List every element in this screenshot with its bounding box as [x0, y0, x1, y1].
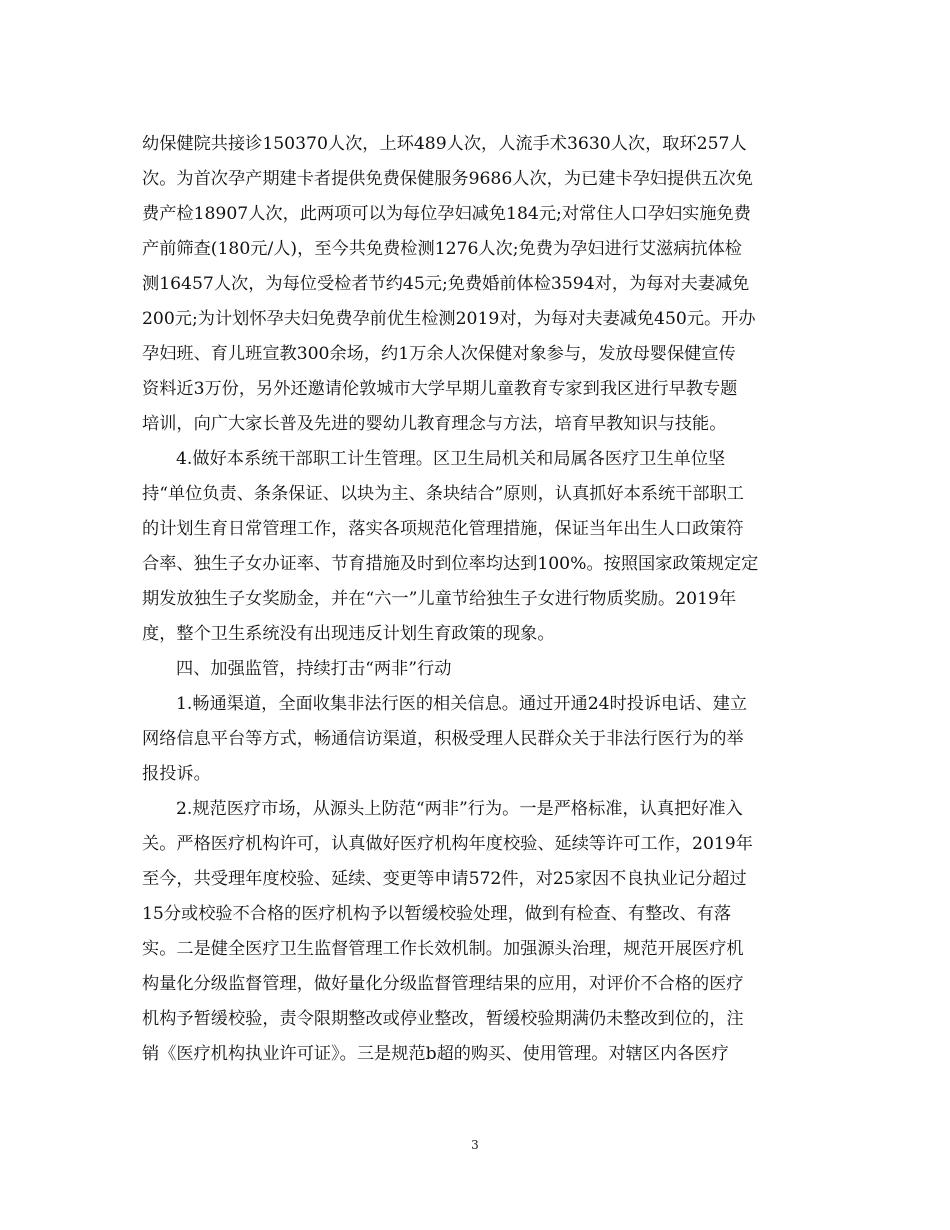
text-line-22: 至今，共受理年度校验、延续、变更等申请572件，对25家因不良执业记分超过	[142, 869, 747, 889]
text-line-23: 15分或校验不合格的医疗机构予以暂缓校验处理，做到有检查、有整改、有落	[142, 904, 732, 924]
text-line-4: 产前筛查(180元/人)，至今共免费检测1276人次;免费为孕妇进行艾滋病抗体检	[142, 239, 742, 259]
document-body	[142, 127, 806, 1072]
text-line-25: 构量化分级监督管理，做好量化分级监督管理结果的应用，对评价不合格的医疗	[142, 974, 744, 994]
text-line-7: 孕妇班、育儿班宣教300余场，约1万余人次保健对象参与，发放母婴保健宣传	[142, 344, 736, 364]
text-line-19: 报投诉。	[142, 764, 211, 784]
text-line-13: 合率、独生子女办证率、节育措施及时到位率均达到100%。按照国家政策规定定	[142, 554, 759, 574]
text-line-26: 机构予暂缓校验，责令限期整改或停业整改，暂缓校验期满仍未整改到位的，注	[142, 1009, 744, 1029]
text-line-27: 销《医疗机构执业许可证》。三是规范b超的购买、使用管理。对辖区内各医疗	[142, 1044, 729, 1064]
text-line-9: 培训，向广大家长普及先进的婴幼儿教育理念与方法，培育早教知识与技能。	[142, 414, 727, 434]
text-line-15: 度，整个卫生系统没有出现违反计划生育政策的现象。	[142, 624, 555, 644]
paragraph-4-start: 4.做好本系统干部职工计生管理。区卫生局机关和局属各医疗卫生单位坚	[176, 449, 726, 469]
text-line-21: 关。严格医疗机构许可，认真做好医疗机构年度校验、延续等许可工作，2019年	[142, 834, 753, 854]
text-line-8: 资料近3万份，另外还邀请伦敦城市大学早期儿童教育专家到我区进行早教专题	[142, 379, 738, 399]
text-line-2: 次。为首次孕产期建卡者提供免费保健服务9686人次，为已建卡孕妇提供五次免	[142, 169, 753, 189]
section-heading-four: 四、加强监管，持续打击“两非”行动	[176, 659, 452, 679]
paragraph-2-start: 2.规范医疗市场，从源头上防范“两非”行为。一是严格标准，认真把好准入	[176, 799, 743, 819]
text-line-18: 网络信息平台等方式，畅通信访渠道，积极受理人民群众关于非法行医行为的举	[142, 729, 744, 749]
text-line-14: 期发放独生子女奖励金，并在“六一”儿童节给独生子女进行物质奖励。2019年	[142, 589, 737, 609]
text-line-24: 实。二是健全医疗卫生监督管理工作长效机制。加强源头治理，规范开展医疗机	[142, 939, 744, 959]
text-line-1: 幼保健院共接诊150370人次，上环489人次，人流手术3630人次，取环257人	[142, 134, 747, 154]
text-line-5: 测16457人次，为每位受检者节约45元;免费婚前体检3594对，为每对夫妻减免	[142, 274, 750, 294]
text-line-3: 费产检18907人次，此两项可以为每位孕妇减免184元;对常住人口孕妇实施免费	[142, 204, 751, 224]
text-line-11: 持“单位负责、条条保证、以块为主、条块结合”原则，认真抓好本系统干部职工	[142, 484, 744, 504]
paragraph-1-start: 1.畅通渠道，全面收集非法行医的相关信息。通过开通24时投诉电话、建立	[176, 694, 748, 714]
text-line-6: 200元;为计划怀孕夫妇免费孕前优生检测2019对，为每对夫妻减免450元。开办	[142, 309, 756, 329]
text-line-12: 的计划生育日常管理工作，落实各项规范化管理措施，保证当年出生人口政策符	[142, 519, 744, 539]
page-number: 3	[471, 1138, 479, 1152]
